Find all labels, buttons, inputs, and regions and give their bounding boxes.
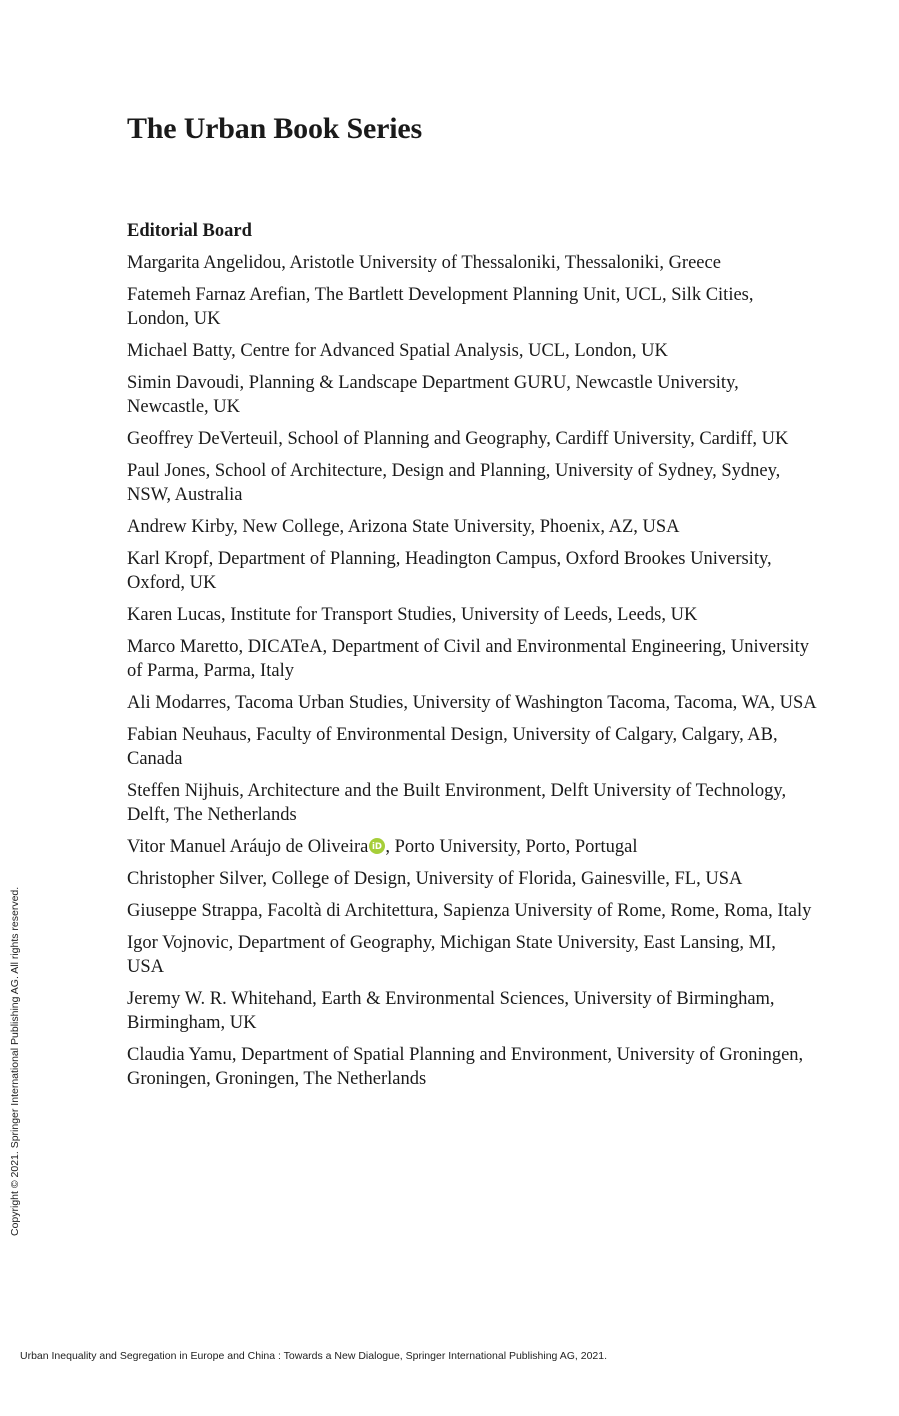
orcid-member-name: Vitor Manuel Aráujo de Oliveira [127, 837, 369, 857]
board-member: Fatemeh Farnaz Arefian, The Bartlett Development Planning Unit, UCL, Silk Cities, London, UK [127, 285, 754, 329]
footer-citation: Urban Inequality and Segregation in Europe and China : Towards a New Dialogue, Springer International Publishing AG, 2021. [20, 1350, 608, 1362]
board-member-orcid [127, 835, 817, 859]
board-member: Simin Davoudi, Planning & Landscape Department GURU, Newcastle University, Newcastle, UK [127, 373, 739, 417]
board-member: Marco Maretto, DICATeA, Department of Civil and Environmental Engineering, University of Parma, Parma, Italy [127, 637, 810, 681]
board-member: Christopher Silver, College of Design, University of Florida, Gainesville, FL, USA [127, 869, 743, 889]
board-member: Claudia Yamu, Department of Spatial Planning and Environment, University of Groningen, Groningen, Groningen, The Netherlands [127, 1045, 804, 1089]
board-member: Fabian Neuhaus, Faculty of Environmental Design, University of Calgary, Calgary, AB, Canada [127, 725, 778, 769]
series-title: The Urban Book Series [127, 112, 422, 145]
board-member: Ali Modarres, Tacoma Urban Studies, University of Washington Tacoma, Tacoma, WA, USA [127, 693, 817, 713]
editorial-board-heading: Editorial Board [127, 221, 252, 241]
board-member: Steffen Nijhuis, Architecture and the Built Environment, Delft University of Technology, Delft, The Netherlands [127, 781, 787, 825]
board-member: Karl Kropf, Department of Planning, Headington Campus, Oxford Brookes University, Oxford, UK [127, 549, 772, 593]
editorial-board [127, 219, 817, 1099]
orcid-member-affiliation: , Porto University, Porto, Portugal [385, 837, 638, 857]
copyright-notice: Copyright © 2021. Springer International Publishing AG. All rights reserved. [9, 886, 21, 1236]
svg-text:iD: iD [372, 842, 383, 853]
board-member: Andrew Kirby, New College, Arizona State University, Phoenix, AZ, USA [127, 517, 680, 537]
board-member: Karen Lucas, Institute for Transport Studies, University of Leeds, Leeds, UK [127, 605, 698, 625]
board-member: Paul Jones, School of Architecture, Design and Planning, University of Sydney, Sydney, NSW, Australia [127, 461, 781, 505]
board-member: Giuseppe Strappa, Facoltà di Architettura, Sapienza University of Rome, Rome, Roma, Italy [127, 901, 812, 921]
board-member: Michael Batty, Centre for Advanced Spatial Analysis, UCL, London, UK [127, 341, 668, 361]
board-member: Geoffrey DeVerteuil, School of Planning and Geography, Cardiff University, Cardiff, UK [127, 429, 789, 449]
orcid-icon[interactable] [369, 837, 385, 853]
board-member: Jeremy W. R. Whitehand, Earth & Environmental Sciences, University of Birmingham, Birmingham, UK [127, 989, 775, 1033]
board-member: Igor Vojnovic, Department of Geography, Michigan State University, East Lansing, MI, USA [127, 933, 776, 977]
board-member: Margarita Angelidou, Aristotle University of Thessaloniki, Thessaloniki, Greece [127, 253, 721, 273]
